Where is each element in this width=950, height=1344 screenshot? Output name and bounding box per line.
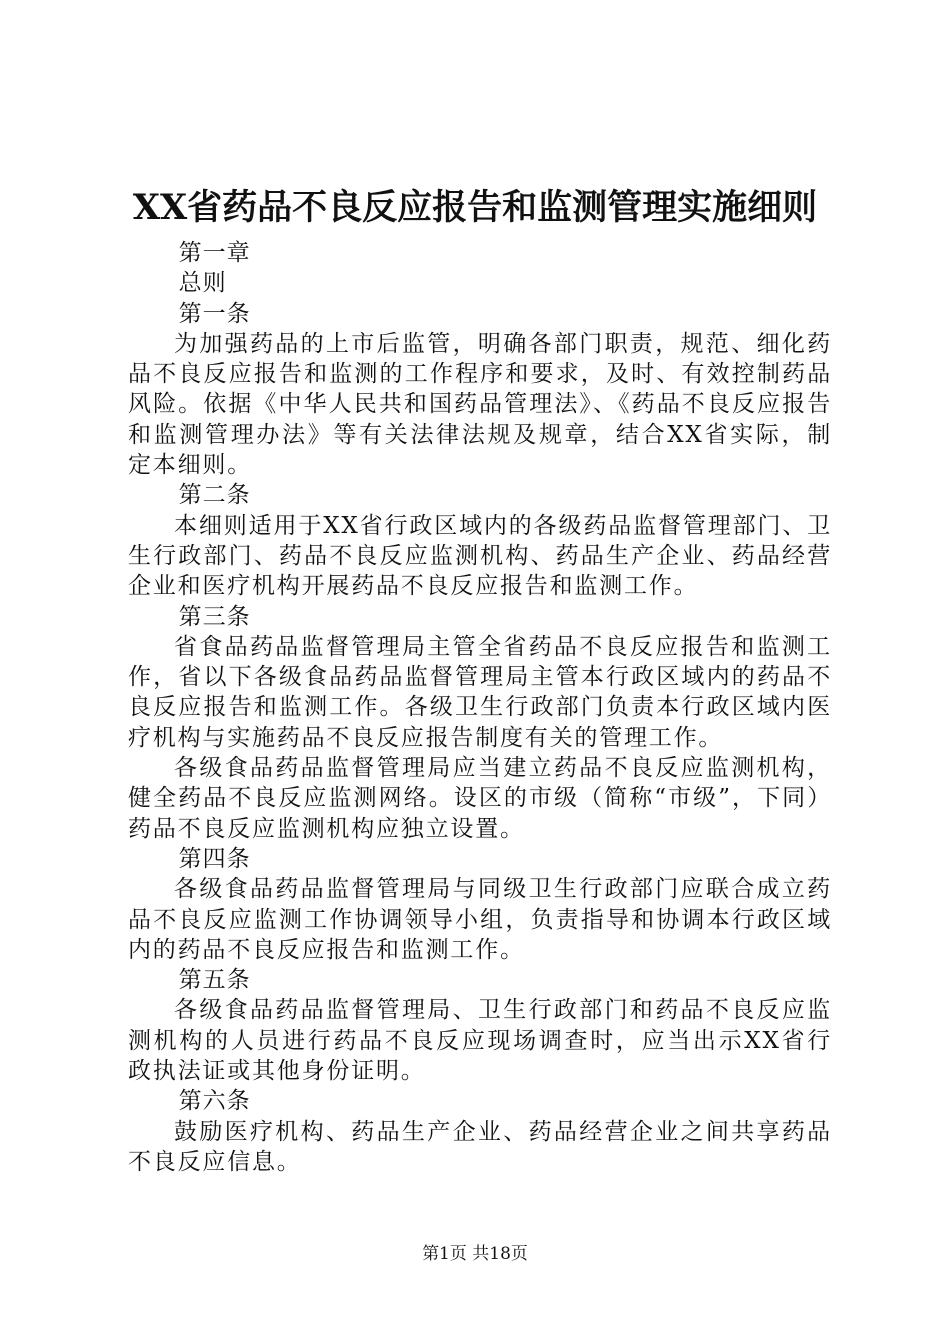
chapter-heading: 第一章 xyxy=(178,240,251,266)
article-paragraph: 鼓励医疗机构、药品生产企业、药品经营企业之间共享药品不良反应信息。 xyxy=(128,1118,832,1175)
article-heading: 第三条 xyxy=(178,603,251,630)
page-number-footer: 第1页 共18页 xyxy=(422,1244,528,1264)
article-heading: 第五条 xyxy=(178,967,251,994)
article-heading: 第二条 xyxy=(178,482,251,509)
article-paragraph: 各级食品药品监督管理局应当建立药品不良反应监测机构，健全药品不良反应监测网络。设区的市级（简称“市级”，下同）药品不良反应监测机构应独立设置。 xyxy=(128,755,832,842)
article-paragraph: 省食品药品监督管理局主管全省药品不良反应报告和监测工作，省以下各级食品药品监督管理局主管本行政区域内的药品不良反应报告和监测工作。各级卫生行政部门负责本行政区域内医疗机构与实施药品不良反应报告制度有关的管理工作。 xyxy=(128,633,832,751)
article-heading: 第一条 xyxy=(178,300,251,327)
article-paragraph: 本细则适用于XX省行政区域内的各级药品监督管理部门、卫生行政部门、药品不良反应监测机构、药品生产企业、药品经营企业和医疗机构开展药品不良反应报告和监测工作。 xyxy=(128,512,832,600)
article-heading: 第六条 xyxy=(178,1088,251,1115)
article-paragraph: 为加强药品的上市后监管，明确各部门职责，规范、细化药品不良反应报告和监测的工作程序和要求，及时、有效控制药品风险。依据《中华人民共和国药品管理法》、《药品不良反应报告和监测管理办法》等有关法律法规及规章，结合XX省实际，制定本细则。 xyxy=(128,330,832,479)
article-heading: 第四条 xyxy=(178,845,251,872)
article-paragraph: 各级食品药品监督管理局、卫生行政部门和药品不良反应监测机构的人员进行药品不良反应现场调查时，应当出示XX省行政执法证或其他身份证明。 xyxy=(128,997,832,1085)
chapter-subtitle: 总则 xyxy=(178,270,227,297)
article-paragraph: 各级食品药品监督管理局与同级卫生行政部门应联合成立药品不良反应监测工作协调领导小组，负责指导和协调本行政区域内的药品不良反应报告和监测工作。 xyxy=(128,876,832,963)
document-title: XX省药品不良反应报告和监测管理实施细则 xyxy=(132,187,818,228)
document-body xyxy=(128,238,832,1177)
